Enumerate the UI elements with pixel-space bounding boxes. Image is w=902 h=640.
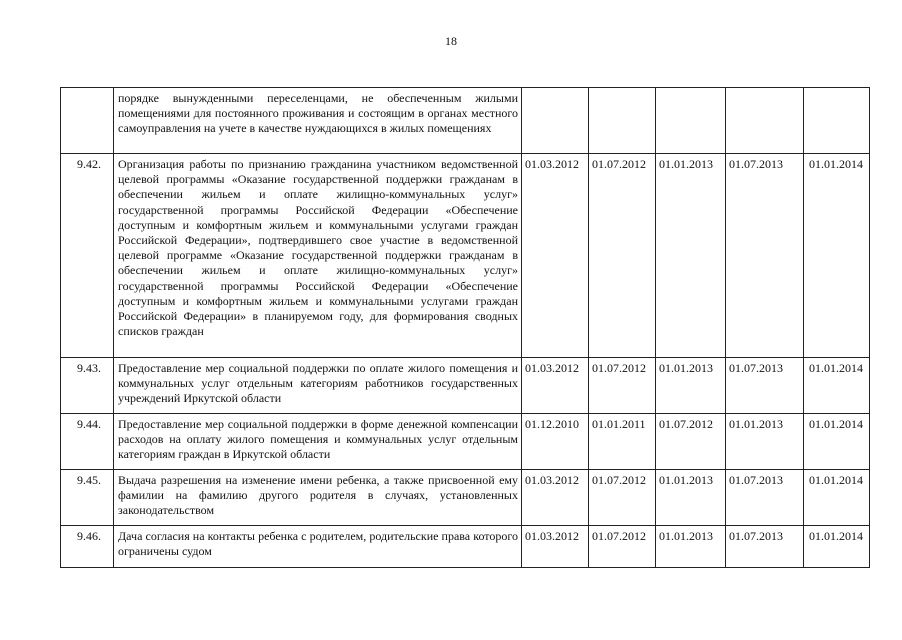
date-cell: 01.01.2014	[804, 526, 870, 568]
table-row	[61, 154, 870, 358]
table-row	[61, 526, 870, 568]
date-cell: 01.07.2013	[726, 470, 804, 526]
date-cell	[522, 88, 589, 154]
date-cell: 01.01.2013	[656, 526, 726, 568]
date-cell: 01.07.2012	[589, 526, 656, 568]
date-cell: 01.01.2013	[656, 154, 726, 358]
services-table	[60, 87, 870, 568]
row-number	[61, 88, 114, 154]
row-description: Организация работы по признанию гражданина участником ведомственной целевой программы «Оказание государственной поддержки гражданам в обеспечении жильем и оплате жилищно-коммунальных услуг» государственной программы Российской Федерации «Обеспечение доступным и комфортным жильем и коммунальными услугами граждан Российской Федерации», подтвердившего свое участие в ведомственной целевой программе «Оказание государственной поддержки гражданам в обеспечении жильем и оплате жилищно-коммунальных услуг» государственной программы Российской Федерации «Обеспечение доступным и комфортным жильем и коммунальными услугами граждан Российской Федерации» в планируемом году, для формирования сводных списков граждан	[114, 154, 522, 358]
row-number: 9.46.	[61, 526, 114, 568]
row-number: 9.44.	[61, 414, 114, 470]
page-number: 18	[445, 34, 457, 48]
date-cell: 01.01.2011	[589, 414, 656, 470]
date-cell	[589, 88, 656, 154]
table-row	[61, 470, 870, 526]
date-cell	[726, 88, 804, 154]
date-cell: 01.01.2013	[656, 470, 726, 526]
table-row	[61, 414, 870, 470]
table-row	[61, 88, 870, 154]
row-description: Предоставление мер социальной поддержки в форме денежной компенсации расходов на оплату жилого помещения и коммунальных услуг отдельным категориям граждан в Иркутской области	[114, 414, 522, 470]
date-cell: 01.07.2012	[589, 358, 656, 414]
date-cell: 01.07.2013	[726, 526, 804, 568]
date-cell: 01.03.2012	[522, 358, 589, 414]
row-description: Дача согласия на контакты ребенка с родителем, родительские права которого ограничены судом	[114, 526, 522, 568]
row-description: порядке вынужденными переселенцами, не обеспеченным жилыми помещениями для постоянного проживания и состоящим в органах местного самоуправления на учете в качестве нуждающихся в жилых помещениях	[114, 88, 522, 154]
date-cell	[656, 88, 726, 154]
date-cell: 01.01.2013	[726, 414, 804, 470]
date-cell: 01.01.2013	[656, 358, 726, 414]
row-description: Выдача разрешения на изменение имени ребенка, а также присвоенной ему фамилии на фамилию другого родителя в случаях, установленных законодательством	[114, 470, 522, 526]
date-cell	[804, 88, 870, 154]
date-cell: 01.03.2012	[522, 154, 589, 358]
date-cell: 01.01.2014	[804, 358, 870, 414]
date-cell: 01.03.2012	[522, 470, 589, 526]
date-cell: 01.07.2013	[726, 358, 804, 414]
table-row	[61, 358, 870, 414]
date-cell: 01.07.2012	[656, 414, 726, 470]
date-cell: 01.07.2012	[589, 470, 656, 526]
date-cell: 01.01.2014	[804, 154, 870, 358]
date-cell: 01.01.2014	[804, 470, 870, 526]
date-cell: 01.12.2010	[522, 414, 589, 470]
row-number: 9.45.	[61, 470, 114, 526]
row-number: 9.43.	[61, 358, 114, 414]
date-cell: 01.07.2012	[589, 154, 656, 358]
row-description: Предоставление мер социальной поддержки по оплате жилого помещения и коммунальных услуг отдельным категориям работников государственных учреждений Иркутской области	[114, 358, 522, 414]
date-cell: 01.01.2014	[804, 414, 870, 470]
date-cell: 01.03.2012	[522, 526, 589, 568]
date-cell: 01.07.2013	[726, 154, 804, 358]
row-number: 9.42.	[61, 154, 114, 358]
